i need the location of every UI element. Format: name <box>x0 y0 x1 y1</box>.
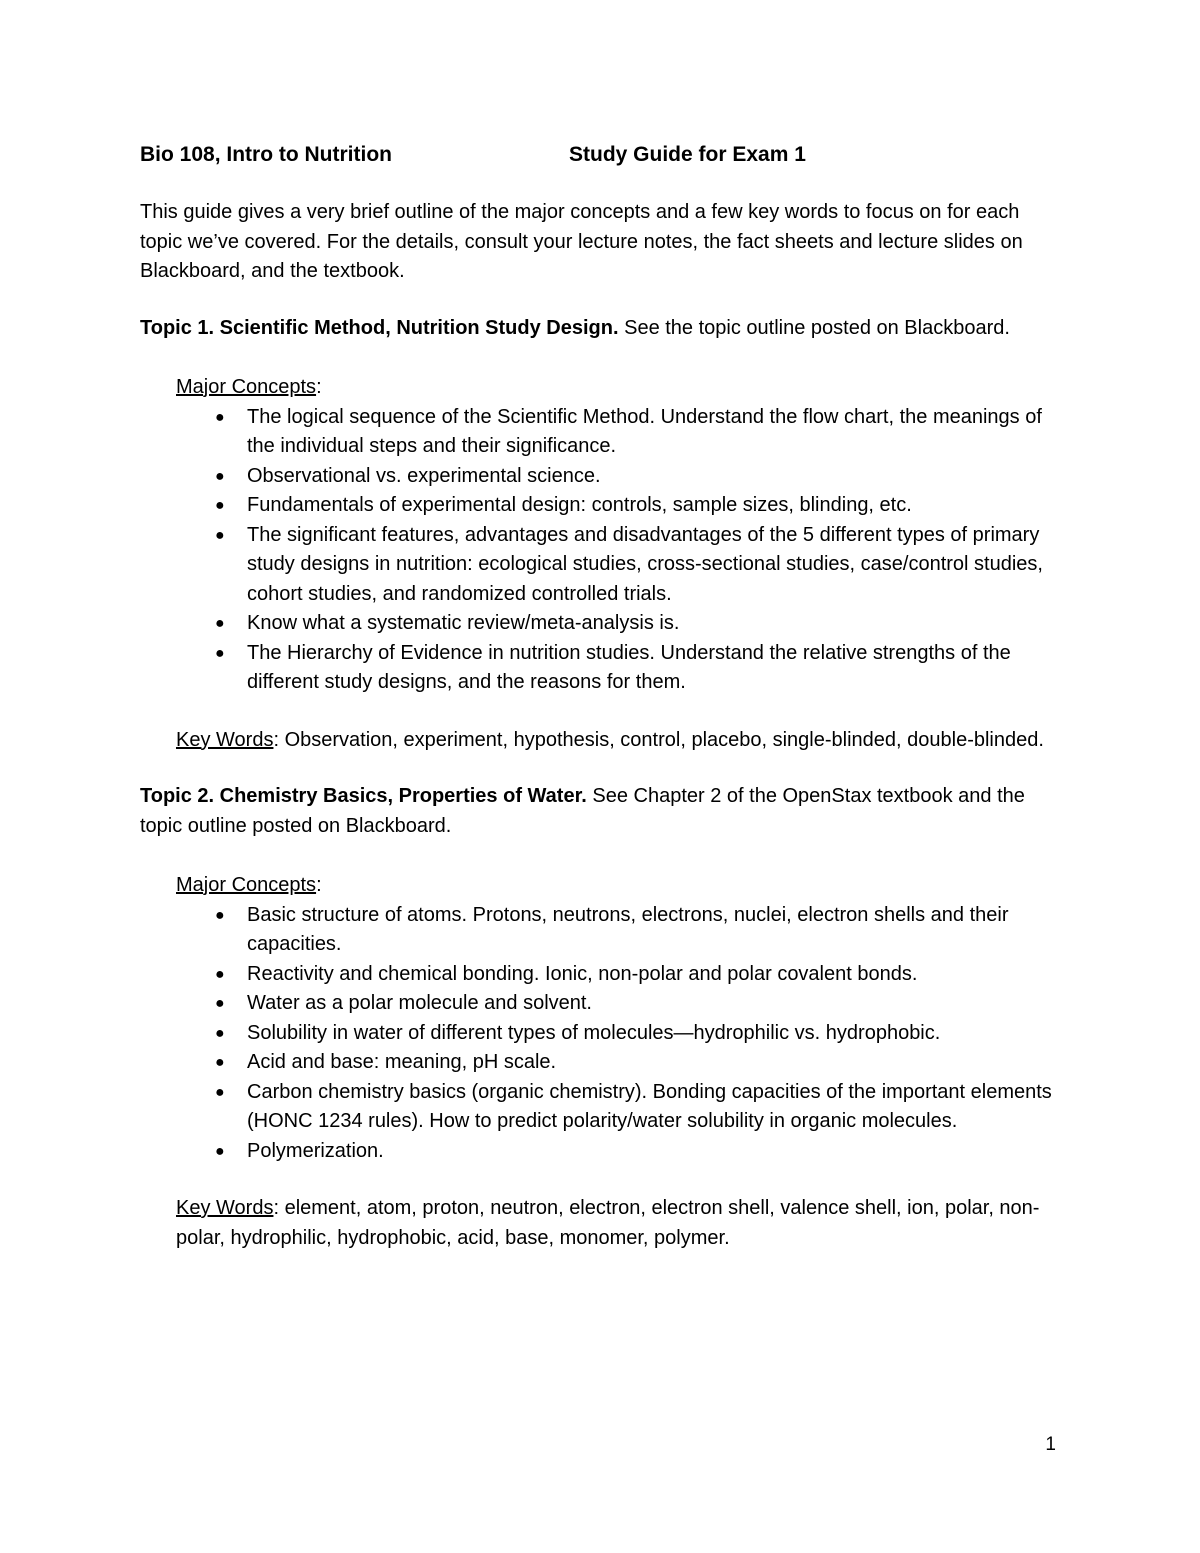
bullet-icon: ● <box>215 1054 225 1071</box>
topic-1-heading-line <box>140 314 1060 344</box>
topic-2-major-concepts-label: Major Concepts: <box>176 874 322 896</box>
list-item: ● Fundamentals of experimental design: controls, sample sizes, blinding, etc. <box>247 491 1060 521</box>
list-item: ● Carbon chemistry basics (organic chemistry). Bonding capacities of the important elements (HONC 1234 rules). How to predict polarity/water solubility in organic molecules. <box>247 1078 1060 1137</box>
bullet-icon: ● <box>215 1024 225 1042</box>
list-item: ● The significant features, advantages and disadvantages of the 5 different types of primary study designs in nutrition: ecological studies, cross-sectional studies, case/control studies, cohort studies, and randomized controlled trials. <box>247 521 1060 610</box>
bullet-icon: ● <box>215 995 225 1012</box>
list-item: ● Observational vs. experimental science. <box>247 462 1060 492</box>
topic-2 <box>140 782 1060 1253</box>
intro-paragraph: This guide gives a very brief outline of the major concepts and a few key words to focus on for each topic we’ve covered. For the details, consult your lecture notes, the fact sheets and lecture slides on Blackboard, and the textbook. <box>140 201 1023 282</box>
bullet-icon: ● <box>215 467 225 485</box>
list-item: ● Reactivity and chemical bonding. Ionic, non-polar and polar covalent bonds. <box>247 960 1060 990</box>
document-title: Study Guide for Exam 1 <box>569 143 806 166</box>
document-header <box>140 140 1060 170</box>
topic-1-heading-rest: See the topic outline posted on Blackboard. <box>618 316 1010 339</box>
topic-2-concept-list <box>140 901 1060 1167</box>
bullet-icon: ● <box>215 615 225 632</box>
bullet-icon: ● <box>215 497 225 514</box>
topic-1-key-words: Key Words: Observation, experiment, hypothesis, control, placebo, single-blinded, double-blinded. <box>176 728 1044 751</box>
topic-2-heading: Topic 2. Chemistry Basics, Properties of Water. <box>140 785 587 807</box>
list-item: ● The Hierarchy of Evidence in nutrition studies. Understand the relative strengths of the different study designs, and the reasons for them. <box>247 639 1060 698</box>
list-item: ● Polymerization. <box>247 1137 1060 1167</box>
bullet-icon: ● <box>215 1083 225 1101</box>
list-item: ● The logical sequence of the Scientific Method. Understand the flow chart, the meanings of the individual steps and their significance. <box>247 403 1060 462</box>
bullet-icon: ● <box>215 644 225 662</box>
topic-2-heading-rest: See Chapter 2 of the OpenStax textbook and the topic outline posted on Blackboard. <box>140 785 1025 837</box>
document-page <box>140 140 1060 1253</box>
list-item: ● Basic structure of atoms. Protons, neutrons, electrons, nuclei, electron shells and their capacities. <box>247 901 1060 960</box>
bullet-icon: ● <box>215 906 225 924</box>
list-item: ● Acid and base: meaning, pH scale. <box>247 1048 1060 1078</box>
topic-2-heading-line <box>140 782 1060 841</box>
course-title: Bio 108, Intro to Nutrition <box>140 143 392 166</box>
list-item: ● Know what a systematic review/meta-analysis is. <box>247 609 1060 639</box>
bullet-icon: ● <box>215 526 225 544</box>
bullet-icon: ● <box>215 408 225 426</box>
topic-1 <box>140 314 1060 756</box>
list-item: ● Solubility in water of different types of molecules—hydrophilic vs. hydrophobic. <box>247 1019 1060 1049</box>
topic-2-key-words: Key Words: element, atom, proton, neutron, electron, electron shell, valence shell, ion, polar, non-polar, hydrophilic, hydrophobic, acid, base, monomer, polymer. <box>176 1197 1040 1249</box>
list-item: ● Water as a polar molecule and solvent. <box>247 989 1060 1019</box>
bullet-icon: ● <box>215 1142 225 1160</box>
bullet-icon: ● <box>215 965 225 983</box>
page-number: 1 <box>1045 1434 1056 1455</box>
topic-1-major-concepts-label: Major Concepts: <box>176 376 322 398</box>
topic-1-heading: Topic 1. Scientific Method, Nutrition Study Design. <box>140 316 619 339</box>
topic-1-concept-list <box>140 403 1060 698</box>
